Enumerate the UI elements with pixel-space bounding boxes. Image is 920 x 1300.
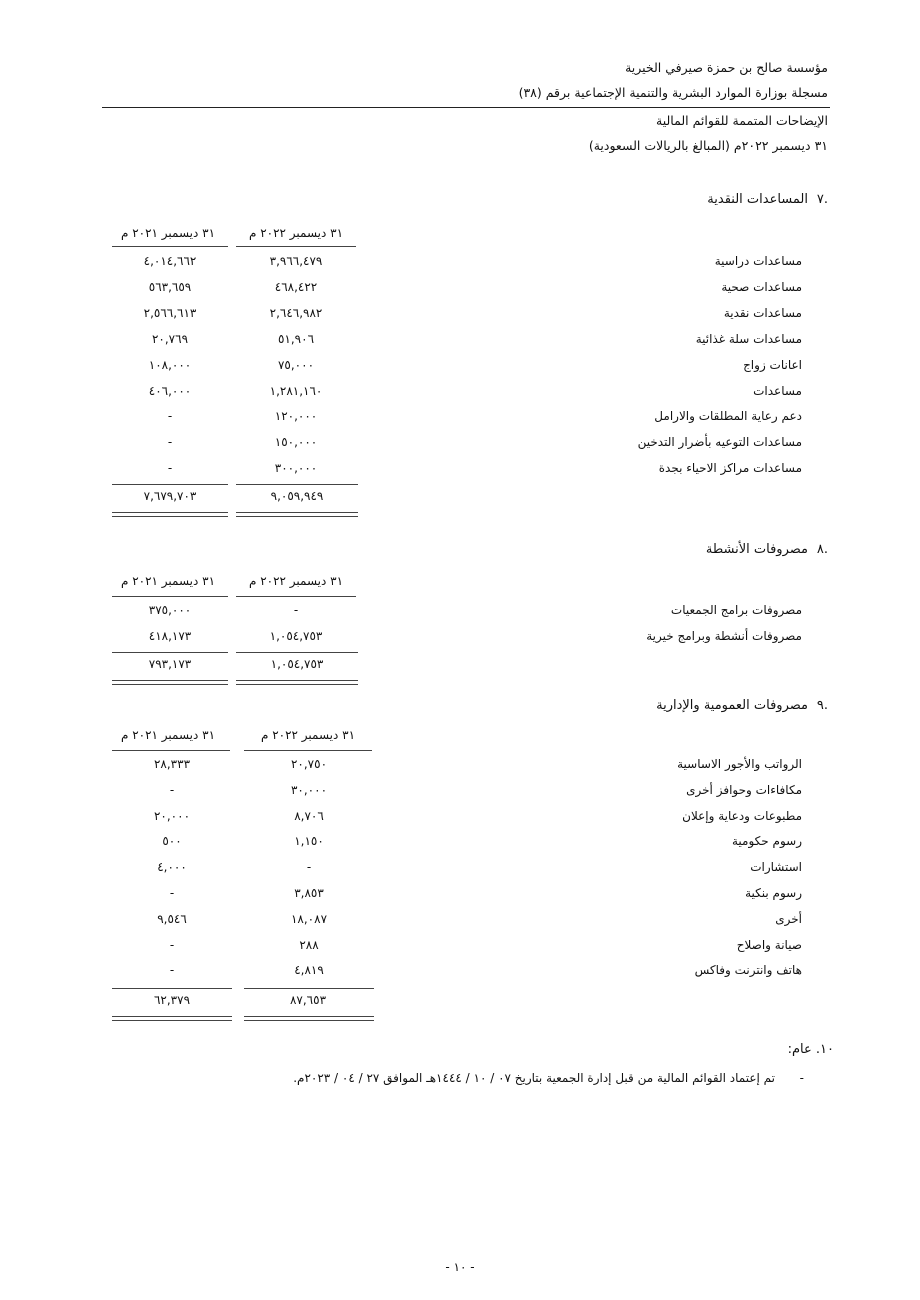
row-label: دعم رعاية المطلقات والارامل	[654, 409, 802, 423]
header-underline	[112, 246, 228, 247]
header-divider	[102, 107, 830, 108]
approval-note: تم إعتماد القوائم المالية من قبل إدارة الجمعية بتاريخ ٠٧ / ١٠ / ١٤٤٤هـ الموافق ٢٧ / ٠٤ / ٢٠٢٣م.	[293, 1071, 775, 1085]
value-2022: ١,٢٨١,١٦٠	[269, 384, 323, 398]
total-2021: ٦٢,٣٧٩	[153, 993, 191, 1007]
value-2022: ٥١,٩٠٦	[277, 332, 315, 346]
value-2022: ٢٨٨	[299, 938, 319, 952]
section-9-title: مصروفات العمومية والإدارية	[656, 698, 808, 713]
row-label: مكافاءات وحوافز أخرى	[686, 783, 802, 797]
subtotal-line	[112, 988, 232, 989]
column-header-2022: ٣١ ديسمبر ٢٠٢٢ م	[248, 574, 344, 588]
value-2021: -	[167, 409, 173, 423]
value-2021: ٢,٥٦٦,٦١٣	[143, 306, 197, 320]
value-2022: -	[293, 603, 299, 617]
total-double-underline	[244, 1016, 374, 1021]
row-label: مساعدات دراسية	[714, 254, 802, 268]
value-2021: ٤١٨,١٧٣	[148, 629, 192, 643]
column-header-2021: ٣١ ديسمبر ٢٠٢١ م	[120, 574, 216, 588]
subtotal-line	[236, 484, 358, 485]
notes-title: الإيضاحات المتممة للقوائم المالية	[656, 113, 828, 128]
value-2021: ٤٠٦,٠٠٠	[148, 384, 192, 398]
row-label: مساعدات سلة غذائية	[695, 332, 802, 346]
total-2021: ٧,٦٧٩,٧٠٣	[143, 489, 197, 503]
row-label: الرواتب والأجور الاساسية	[677, 757, 802, 771]
header-underline	[236, 596, 356, 597]
org-name: مؤسسة صالح بن حمزة صيرفي الخيرية	[625, 60, 828, 75]
row-label: استشارات	[750, 860, 802, 874]
row-label: مساعدات صحية	[721, 280, 802, 294]
subtotal-line	[244, 988, 374, 989]
subtotal-line	[112, 652, 228, 653]
value-2021: -	[169, 938, 175, 952]
section-9-number: ٩.	[816, 698, 828, 713]
header-underline	[112, 596, 228, 597]
row-label: اعانات زواج	[743, 358, 802, 372]
row-label: مساعدات التوعيه بأضرار التدخين	[637, 435, 802, 449]
row-label: رسوم حكومية	[731, 834, 802, 848]
row-label: مطبوعات ودعاية وإعلان	[682, 809, 802, 823]
value-2021: -	[167, 461, 173, 475]
column-header-2022: ٣١ ديسمبر ٢٠٢٢ م	[248, 226, 344, 240]
value-2022: ٣,٩٦٦,٤٧٩	[269, 254, 323, 268]
total-double-underline	[112, 1016, 232, 1021]
value-2021: -	[169, 886, 175, 900]
value-2021: -	[169, 963, 175, 977]
value-2022: ١,٠٥٤,٧٥٣	[269, 629, 323, 643]
value-2021: ٣٧٥,٠٠٠	[148, 603, 192, 617]
section-10-title: ١٠. عام:	[787, 1042, 834, 1057]
value-2022: ٣٠٠,٠٠٠	[274, 461, 318, 475]
row-label: صيانة واصلاح	[736, 938, 802, 952]
section-8-title: مصروفات الأنشطة	[705, 542, 808, 557]
value-2022: ٢,٦٤٦,٩٨٢	[269, 306, 323, 320]
section-8-number: ٨.	[816, 542, 828, 557]
value-2022: ٤,٨١٩	[294, 963, 324, 977]
value-2021: ٢٠,٧٦٩	[151, 332, 189, 346]
value-2021: -	[167, 435, 173, 449]
header-underline	[236, 246, 356, 247]
value-2022: ٧٥,٠٠٠	[277, 358, 315, 372]
row-label: مصروفات أنشطة وبرامج خيرية	[646, 629, 802, 643]
column-header-2022: ٣١ ديسمبر ٢٠٢٢ م	[260, 728, 356, 742]
value-2022: -	[306, 860, 312, 874]
row-label: هاتف وانترنت وفاكس	[694, 963, 802, 977]
row-label: مساعدات مراكز الاحياء بجدة	[658, 461, 802, 475]
total-2022: ١,٠٥٤,٧٥٣	[270, 657, 324, 671]
header-underline	[244, 750, 372, 751]
value-2022: ١٨,٠٨٧	[290, 912, 328, 926]
value-2021: ٢٨,٣٣٣	[153, 757, 191, 771]
value-2022: ٨,٧٠٦	[294, 809, 324, 823]
value-2021: ١٠٨,٠٠٠	[148, 358, 192, 372]
column-header-2021: ٣١ ديسمبر ٢٠٢١ م	[120, 226, 216, 240]
value-2021: ٩,٥٤٦	[157, 912, 187, 926]
column-header-2021: ٣١ ديسمبر ٢٠٢١ م	[120, 728, 216, 742]
section-7-number: ٧.	[816, 192, 828, 207]
value-2022: ٣٠,٠٠٠	[290, 783, 328, 797]
subtotal-line	[236, 652, 358, 653]
section-7-title: المساعدات النقدية	[707, 192, 808, 207]
value-2022: ١,١٥٠	[294, 834, 324, 848]
value-2021: -	[169, 783, 175, 797]
value-2022: ١٢٠,٠٠٠	[274, 409, 318, 423]
value-2022: ٣,٨٥٣	[294, 886, 324, 900]
value-2022: ٤٦٨,٤٢٢	[274, 280, 318, 294]
row-label: مساعدات نقدية	[723, 306, 802, 320]
value-2022: ١٥٠,٠٠٠	[274, 435, 318, 449]
row-label: مصروفات برامج الجمعيات	[670, 603, 802, 617]
header-underline	[112, 750, 230, 751]
value-2021: ٥٠٠	[162, 834, 182, 848]
total-2022: ٩,٠٥٩,٩٤٩	[270, 489, 324, 503]
page-number: - ١٠ -	[445, 1260, 475, 1274]
registration-line: مسجلة بوزارة الموارد البشرية والتنمية الإجتماعية برقم (٣٨)	[518, 85, 828, 100]
bullet: -	[799, 1071, 804, 1085]
subtotal-line	[112, 484, 228, 485]
total-double-underline	[236, 512, 358, 517]
total-double-underline	[236, 680, 358, 685]
total-double-underline	[112, 512, 228, 517]
row-label: مساعدات	[753, 384, 802, 398]
total-double-underline	[112, 680, 228, 685]
value-2021: ٢٠,٠٠٠	[153, 809, 191, 823]
total-2021: ٧٩٣,١٧٣	[148, 657, 192, 671]
value-2021: ٤,٠٠٠	[157, 860, 187, 874]
value-2021: ٤,٠١٤,٦٦٢	[143, 254, 197, 268]
period-line: ٣١ ديسمبر ٢٠٢٢م (المبالغ بالريالات السعودية)	[588, 138, 828, 153]
total-2022: ٨٧,٦٥٣	[289, 993, 327, 1007]
value-2021: ٥٦٣,٦٥٩	[148, 280, 192, 294]
row-label: رسوم بنكية	[745, 886, 802, 900]
row-label: أخرى	[775, 912, 802, 926]
value-2022: ٢٠,٧٥٠	[290, 757, 328, 771]
